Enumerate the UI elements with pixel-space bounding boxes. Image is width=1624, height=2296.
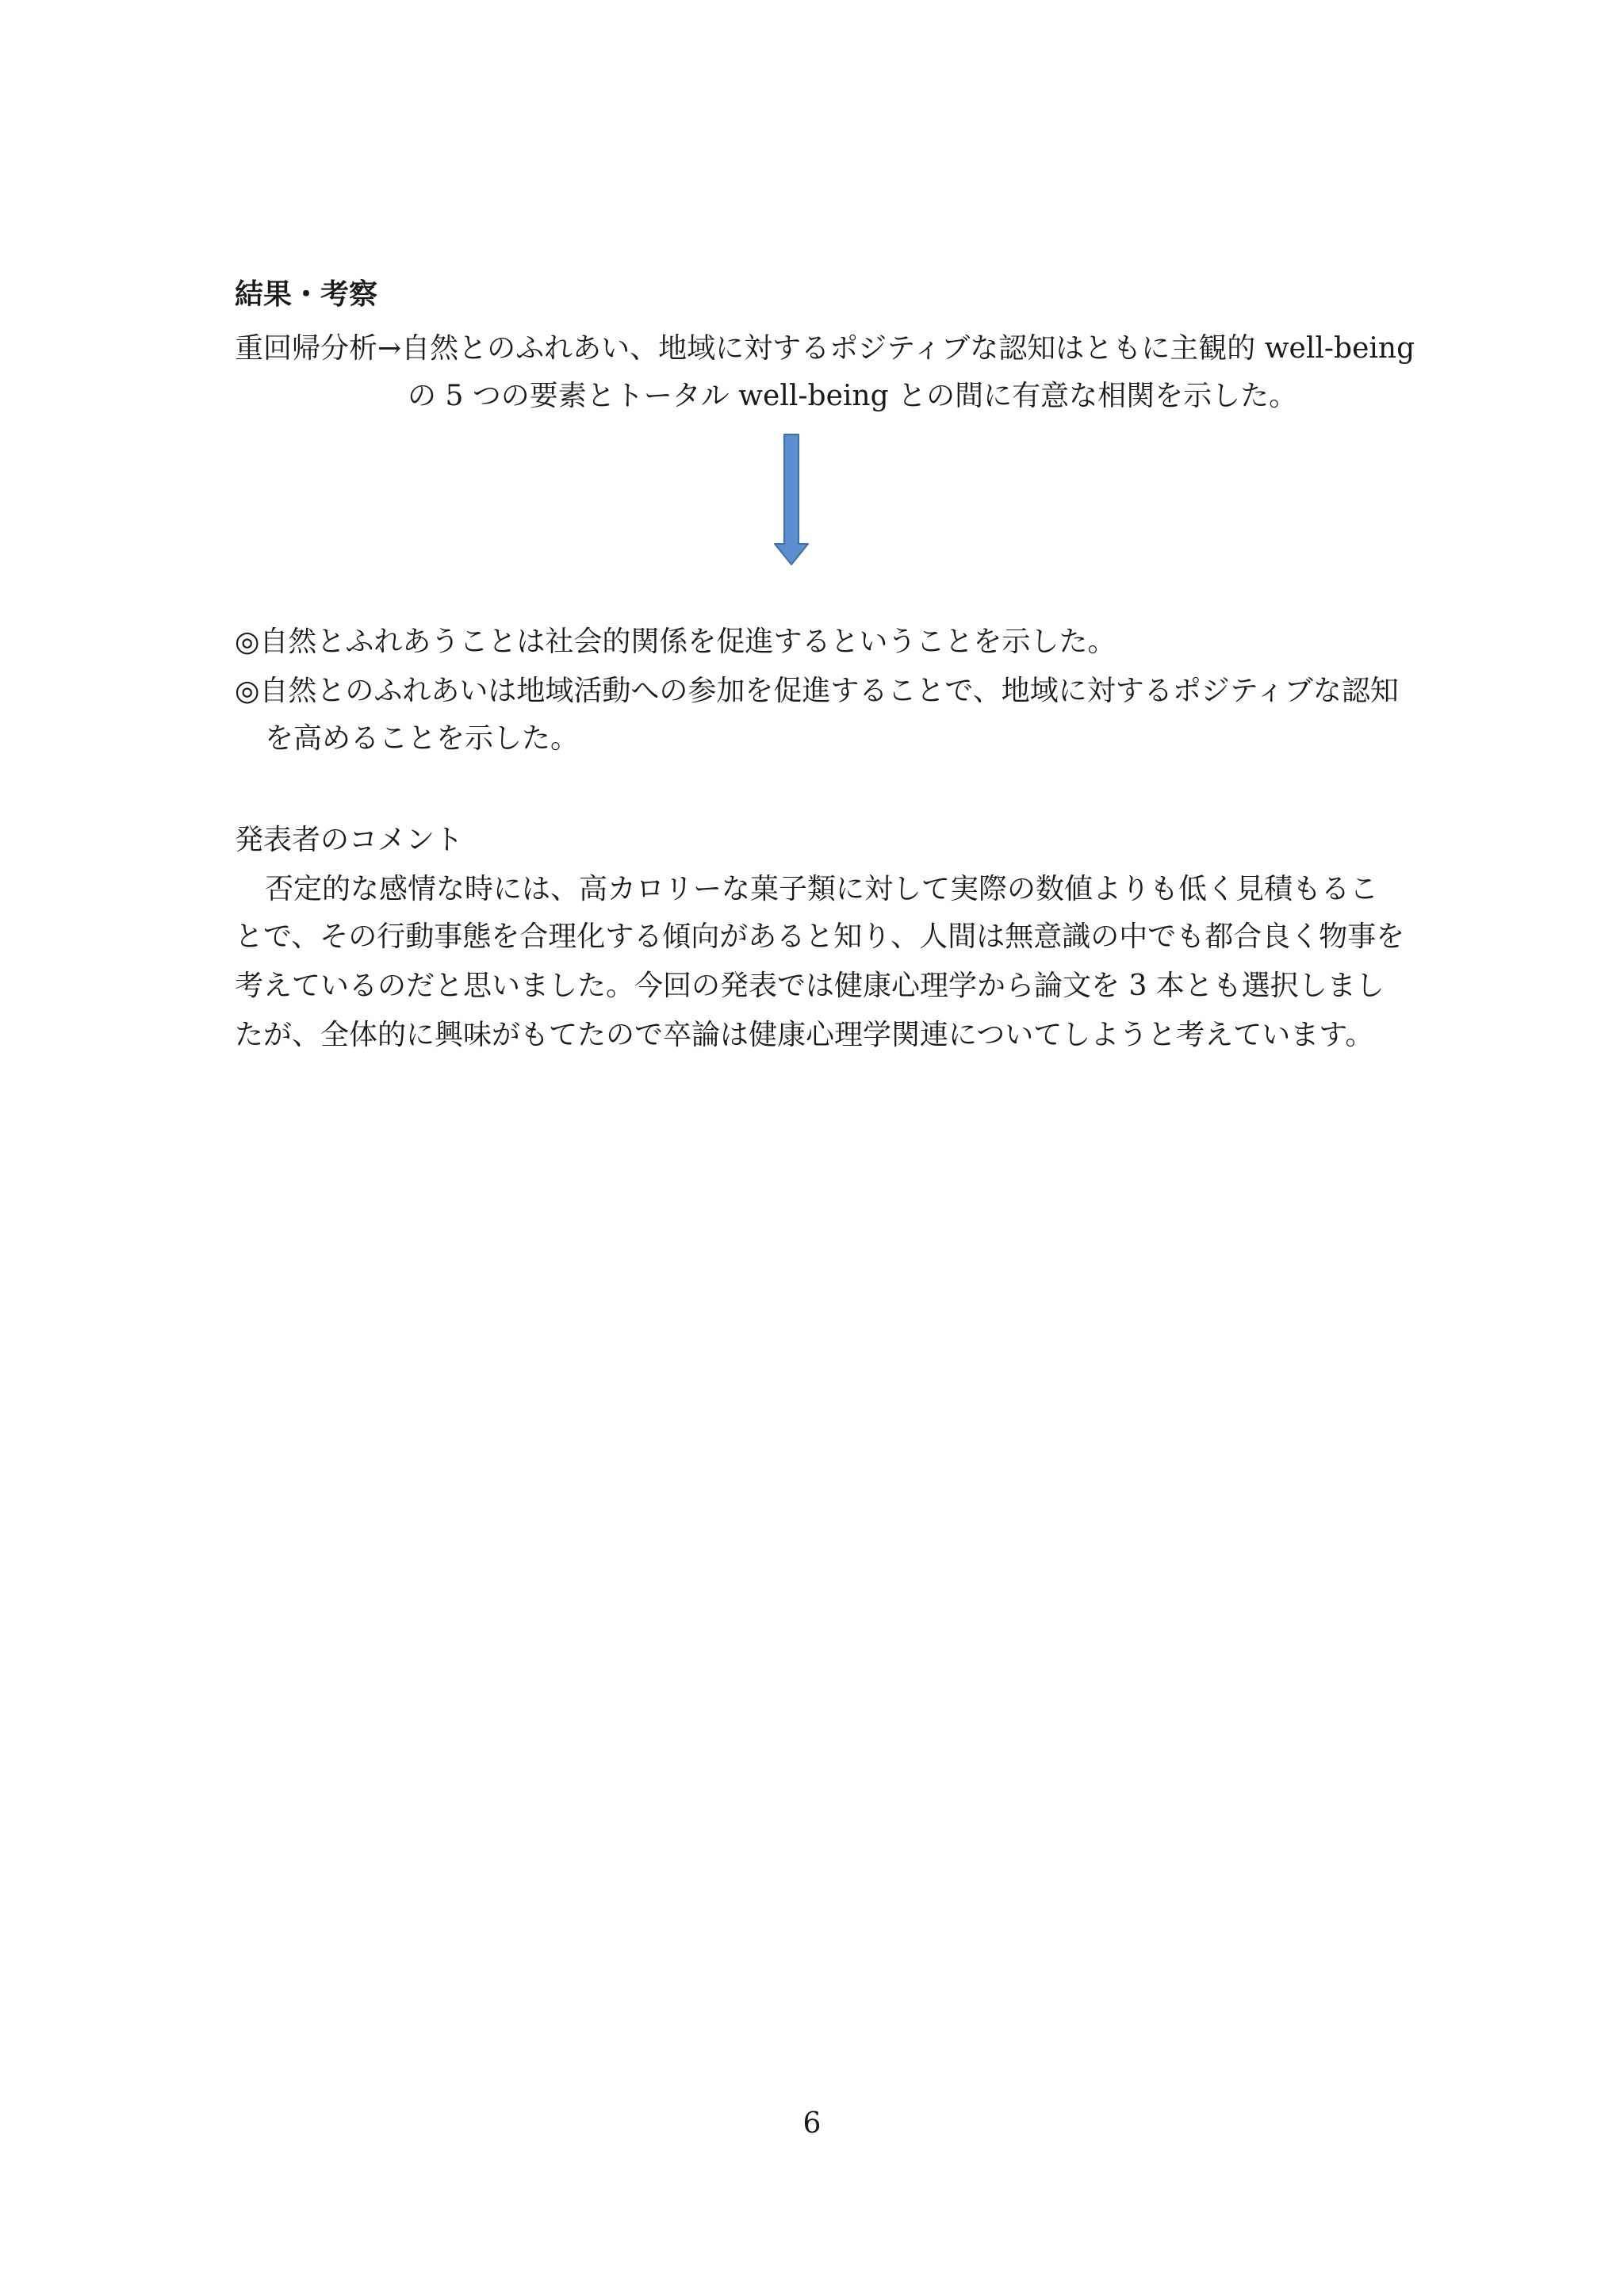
- down-arrow-icon: [772, 433, 810, 566]
- comment-line-3: 考えているのだと思いました。今回の発表では健康心理学から論文を 3 本とも選択しまし: [235, 970, 1385, 1002]
- comment-line-2: とで、その行動事態を合理化する傾向があると知り、人間は無意識の中でも都合良く物事を: [235, 920, 1405, 953]
- conclusion-2-continued: を高めることを示した。: [265, 722, 580, 755]
- page-number: 6: [802, 2107, 822, 2140]
- result-line-2: の 5 つの要素とトータル well-being との間に有意な相関を示した。: [408, 380, 1298, 412]
- result-line-1: 重回帰分析→自然とのふれあい、地域に対するポジティブな認知はともに主観的 well-being: [235, 332, 1415, 365]
- comment-line-1: 否定的な感情な時には、高カロリーな菓子類に対して実際の数値よりも低く見積もるこ: [265, 873, 1379, 905]
- comment-line-4: たが、全体的に興味がもてたので卒論は健康心理学関連についてしようと考えています。: [235, 1019, 1374, 1051]
- conclusion-2: ◎自然とのふれあいは地域活動への参加を促進することで、地域に対するポジティブな認知: [235, 675, 1399, 707]
- conclusion-1: ◎自然とふれあうことは社会的関係を促進するということを示した。: [235, 626, 1116, 658]
- section-heading: 結果・考察: [235, 278, 378, 311]
- comment-heading: 発表者のコメント: [235, 824, 464, 856]
